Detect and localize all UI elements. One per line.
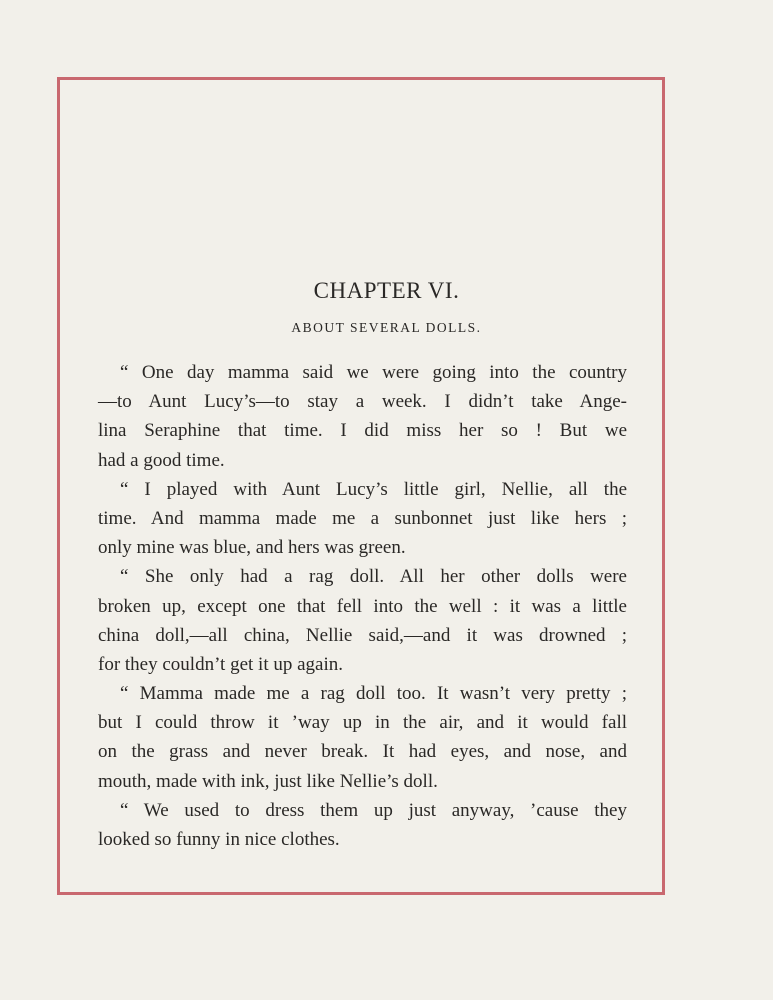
paragraph-3 [98,562,627,679]
text-line: for they couldn’t get it up again. [98,653,344,675]
text-line: “ We used to dress them up just anyway, ’cause they [120,799,627,821]
chapter-body [98,358,627,854]
paragraph-5 [98,796,627,854]
text-line: had a good time. [98,449,225,471]
text-line: on the grass and never break. It had eyes, and nose, and [98,741,627,763]
text-line: only mine was blue, and hers was green. [98,537,406,559]
text-line: “ One day mamma said we were going into the country [120,362,627,383]
text-line: broken up, except one that fell into the well : it was a little [98,595,627,617]
paragraph-2 [98,475,627,563]
text-line: “ I played with Aunt Lucy’s little girl, Nellie, all the [120,478,627,500]
text-line: mouth, made with ink, just like Nellie’s doll. [98,770,438,792]
chapter-subtitle: ABOUT SEVERAL DOLLS. [291,320,482,335]
paragraph-1 [98,358,627,475]
text-line: but I could throw it ’way up in the air, and it would fall [98,712,627,734]
chapter-title: CHAPTER VI. [313,278,460,303]
text-line: “ Mamma made me a rag doll too. It wasn’t very pretty ; [120,683,627,705]
text-line: looked so funny in nice clothes. [98,829,340,850]
text-line: lina Seraphine that time. I did miss her so ! But we [98,420,627,442]
text-line: —to Aunt Lucy’s—to stay a week. I didn’t take Ange- [98,391,627,413]
text-line: china doll,—all china, Nellie said,—and it was drowned ; [98,624,627,646]
text-line: time. And mamma made me a sunbonnet just like hers ; [98,507,627,529]
paragraph-4 [98,679,627,796]
text-line: “ She only had a rag doll. All her other dolls were [120,566,627,588]
